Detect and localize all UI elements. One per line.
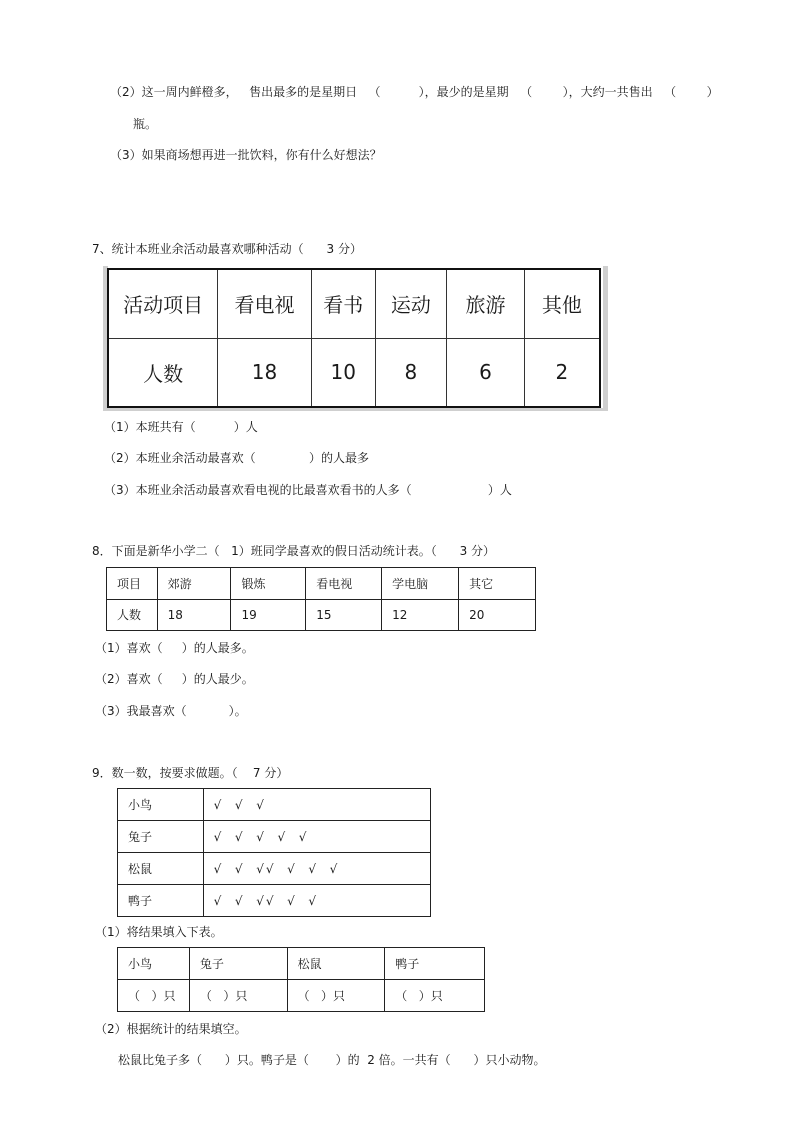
- table-header-cell: 兔子: [189, 948, 287, 980]
- tally-marks-cell: √ √ √√ √ √: [203, 885, 430, 917]
- q7-sub1: （1）本班共有（ ）人: [104, 420, 258, 434]
- q9-title: 9．数一数，按要求做题。（ 7 分）: [92, 766, 289, 780]
- tally-marks-cell: √ √ √ √ √: [203, 821, 430, 853]
- table-cell: 8: [375, 338, 447, 407]
- q7-table-shadow-right: [603, 266, 608, 411]
- table-cell: 人数: [108, 338, 218, 407]
- q8-sub2: （2）喜欢（ ）的人最少。: [95, 672, 254, 686]
- table-header-cell: 鸭子: [385, 948, 485, 980]
- q7-sub3: （3）本班业余活动最喜欢看电视的比最喜欢看书的人多（ ）人: [104, 483, 512, 497]
- animal-cell: 小鸟: [118, 789, 204, 821]
- tally-marks-cell: √ √ √: [203, 789, 430, 821]
- q8-sub3: （3）我最喜欢（ ）。: [95, 704, 247, 718]
- table-cell: 18: [218, 338, 312, 407]
- table-header-cell: 运动: [375, 269, 447, 338]
- q9-tally-table: [117, 788, 431, 917]
- animal-cell: 兔子: [118, 821, 204, 853]
- q8-sub1: （1）喜欢（ ）的人最多。: [95, 641, 254, 655]
- table-row: [107, 599, 536, 631]
- table-cell: 人数: [107, 599, 158, 631]
- q9-sub2: （2）根据统计的结果填空。: [95, 1022, 247, 1036]
- table-cell: 19: [231, 599, 306, 631]
- table-row: [107, 568, 536, 600]
- table-header-cell: 松鼠: [287, 948, 385, 980]
- table-row: [118, 789, 431, 821]
- table-cell: （ ）只: [118, 980, 190, 1012]
- table-row: [118, 980, 485, 1012]
- table-cell: 10: [311, 338, 375, 407]
- table-header-cell: 其它: [459, 568, 536, 600]
- table-header-cell: 旅游: [447, 269, 525, 338]
- table-cell: 20: [459, 599, 536, 631]
- table-cell: （ ）只: [189, 980, 287, 1012]
- tally-marks-cell: √ √ √√ √ √ √: [203, 853, 430, 885]
- q7-activity-table: [107, 268, 601, 408]
- q6-sub3: （3）如果商场想再进一批饮料，你有什么好想法？: [110, 148, 382, 162]
- table-cell: 2: [524, 338, 600, 407]
- table-header-cell: 项目: [107, 568, 158, 600]
- table-row: [118, 853, 431, 885]
- table-row: [118, 885, 431, 917]
- animal-cell: 松鼠: [118, 853, 204, 885]
- q7-sub2: （2）本班业余活动最喜欢（ ）的人最多: [104, 451, 370, 465]
- table-row: [118, 948, 485, 980]
- q7-table-shadow-bottom: [103, 408, 608, 411]
- table-cell: 12: [382, 599, 459, 631]
- table-cell: （ ）只: [287, 980, 385, 1012]
- table-header-cell: 郊游: [157, 568, 231, 600]
- table-header-cell: 小鸟: [118, 948, 190, 980]
- table-row: [108, 338, 600, 407]
- q7-title: 7、统计本班业余活动最喜欢哪种活动（ 3 分）: [92, 242, 362, 256]
- table-header-cell: 看书: [311, 269, 375, 338]
- q6-sub2-line1: （2）这一周内鲜橙多， 售出最多的是星期日 （ ），最少的是星期 （ ），大约一共售出 （ ）: [110, 85, 719, 99]
- table-row: [108, 269, 600, 338]
- table-cell: 15: [306, 599, 382, 631]
- q6-sub2-line2: 瓶。: [133, 117, 158, 131]
- table-row: [118, 821, 431, 853]
- q9-sub1: （1）将结果填入下表。: [95, 925, 223, 939]
- table-header-cell: 学电脑: [382, 568, 459, 600]
- q8-holiday-table: [106, 567, 536, 631]
- table-cell: 6: [447, 338, 525, 407]
- q9-result-table: [117, 947, 485, 1012]
- table-header-cell: 锻炼: [231, 568, 306, 600]
- table-header-cell: 看电视: [306, 568, 382, 600]
- table-header-cell: 活动项目: [108, 269, 218, 338]
- q9-fill: 松鼠比兔子多（ ）只。鸭子是（ ）的 2 倍。一共有（ ）只小动物。: [118, 1053, 546, 1067]
- table-header-cell: 其他: [524, 269, 600, 338]
- table-header-cell: 看电视: [218, 269, 312, 338]
- q8-title: 8．下面是新华小学二（ 1）班同学最喜欢的假日活动统计表。（ 3 分）: [92, 544, 496, 558]
- animal-cell: 鸭子: [118, 885, 204, 917]
- table-cell: （ ）只: [385, 980, 485, 1012]
- table-cell: 18: [157, 599, 231, 631]
